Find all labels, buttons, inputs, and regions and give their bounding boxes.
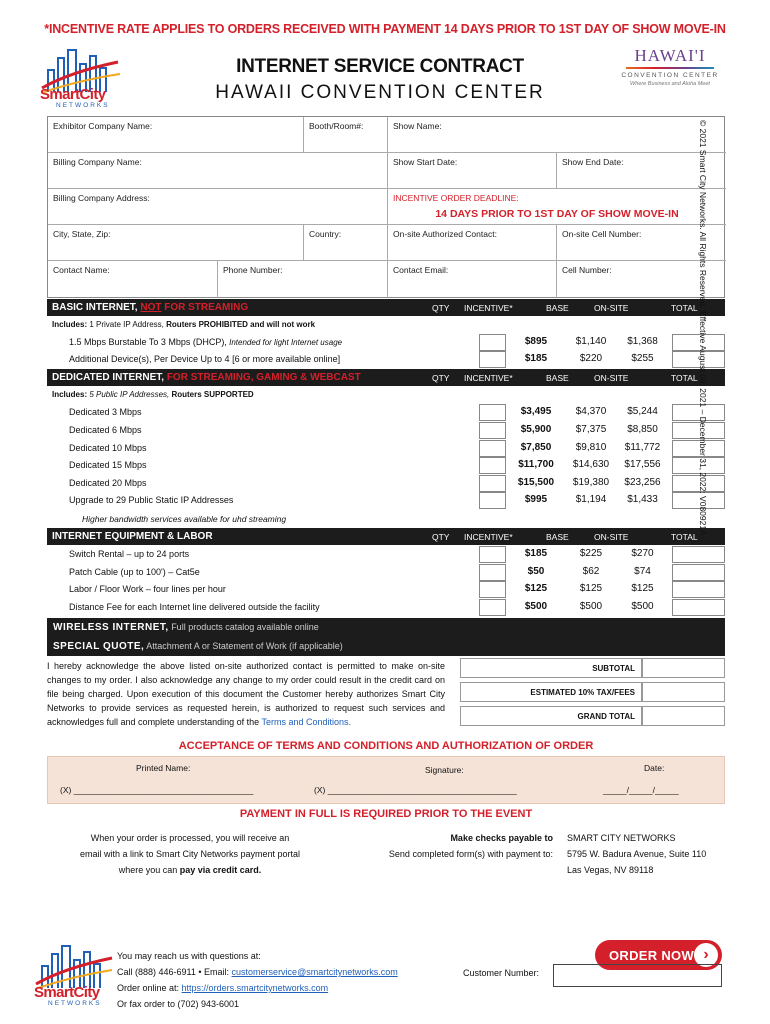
hawaii-logo-stripe xyxy=(626,67,714,69)
venue-title: HAWAII CONVENTION CENTER xyxy=(215,82,545,103)
contact-name-label: Contact Name: xyxy=(53,265,110,275)
row-label: Patch Cable (up to 100') – Cat5e xyxy=(69,567,200,577)
basic-title-a: BASIC INTERNET, xyxy=(52,302,141,313)
customer-number-input[interactable] xyxy=(553,964,722,987)
qty-input[interactable] xyxy=(479,440,506,457)
subtotal-label-box xyxy=(460,658,642,678)
col-total: TOTAL xyxy=(671,303,698,313)
smartcity-logo-sub: NETWORKS xyxy=(56,102,110,109)
contact-line1: You may reach us with questions at: xyxy=(117,951,261,961)
deadline-value: 14 DAYS PRIOR TO 1ST DAY OF SHOW MOVE-IN xyxy=(435,208,679,220)
includes-text: 5 Public IP Addresses, xyxy=(87,390,172,399)
basic-title-not: NOT xyxy=(140,302,162,313)
base-price: $14,630 xyxy=(572,459,610,470)
onsite-price: $1,368 xyxy=(627,336,658,347)
contact-line3 xyxy=(117,980,457,996)
country-field[interactable] xyxy=(304,225,388,261)
show-start-label: Show Start Date: xyxy=(393,157,458,167)
wireless-bar xyxy=(47,618,725,637)
subtotal-label: SUBTOTAL xyxy=(592,664,635,673)
deadline-box xyxy=(388,189,726,225)
col-qty: QTY xyxy=(432,373,450,383)
credit-card-line3a: where you can xyxy=(118,865,180,875)
billing-address-label: Billing Company Address: xyxy=(53,193,150,203)
hawaii-convention-logo xyxy=(612,46,728,106)
qty-input[interactable] xyxy=(479,404,506,421)
base-price: $1,140 xyxy=(575,336,607,347)
checks-label: Make checks payable to xyxy=(450,833,553,843)
wireless-title xyxy=(53,622,319,633)
special-title-text: SPECIAL QUOTE, xyxy=(53,641,145,652)
grand-total-label-box xyxy=(460,706,642,726)
billing-address-field[interactable] xyxy=(48,189,388,225)
row-label: Labor / Floor Work – four lines per hour xyxy=(69,584,226,594)
table-row xyxy=(47,457,725,474)
includes-text: 1 Private IP Address, xyxy=(87,320,167,329)
footer-logo-sub: NETWORKS xyxy=(48,1000,102,1007)
incentive-price: $50 xyxy=(527,566,545,577)
row-label: Distance Fee for each Internet line delivered outside the facility xyxy=(69,602,320,612)
basic-title-c: FOR STREAMING xyxy=(161,302,249,313)
table-row xyxy=(47,546,725,563)
show-end-label: Show End Date: xyxy=(562,157,624,167)
acceptance-title: ACCEPTANCE OF TERMS AND CONDITIONS AND AUTHORIZATION OF ORDER xyxy=(178,740,594,752)
dedicated-title-a: DEDICATED INTERNET, xyxy=(52,372,167,383)
dedicated-internet-title xyxy=(52,372,361,383)
credit-card-line1: When your order is processed, you will receive an xyxy=(90,833,290,843)
base-price: $1,194 xyxy=(575,494,607,505)
table-row xyxy=(47,492,725,509)
base-price: $500 xyxy=(579,601,603,612)
table-row xyxy=(47,440,725,457)
col-incentive: INCENTIVE* xyxy=(464,532,513,542)
base-price: $225 xyxy=(579,548,603,559)
payee-name: SMART CITY NETWORKS xyxy=(567,833,676,843)
special-sub: Attachment A or Statement of Work (if applicable) xyxy=(144,641,343,651)
send-label: Send completed form(s) with payment to: xyxy=(388,849,553,859)
booth-label: Booth/Room#: xyxy=(309,121,364,131)
footer-logo-name: SmartCity xyxy=(34,984,100,1001)
contact-email-label: Contact Email: xyxy=(393,265,449,275)
payment-title: PAYMENT IN FULL IS REQUIRED PRIOR TO THE EVENT xyxy=(239,808,533,820)
date-label: Date: xyxy=(644,763,665,773)
booth-field[interactable] xyxy=(304,117,388,153)
billing-company-label: Billing Company Name: xyxy=(53,157,142,167)
row-label-note: Intended for light Internet usage xyxy=(226,338,343,347)
qty-input[interactable] xyxy=(479,581,506,598)
col-incentive: INCENTIVE* xyxy=(464,373,513,383)
col-onsite: ON-SITE xyxy=(594,373,629,383)
includes-bold: Routers SUPPORTED xyxy=(171,390,254,399)
onsite-price: $125 xyxy=(631,583,654,594)
row-label: Dedicated 20 Mbps xyxy=(69,478,147,488)
row-label: Additional Device(s), Per Device Up to 4 [6 or more available online] xyxy=(69,354,341,364)
acknowledgement-text xyxy=(47,659,445,729)
side-copyright-text: © 2021 Smart City Networks. All Rights Reserved. Effective August 09, 2021 – December 31, 2022: V080921A xyxy=(698,120,708,536)
basic-internet-header xyxy=(47,299,725,316)
smartcity-logo-name: SmartCity xyxy=(40,86,106,103)
incentive-price: $5,900 xyxy=(520,424,552,435)
special-title xyxy=(53,641,343,652)
qty-input[interactable] xyxy=(479,546,506,563)
credit-card-line3b: pay via credit card. xyxy=(179,865,262,875)
onsite-price: $23,256 xyxy=(624,477,661,488)
basic-internet-title xyxy=(52,302,248,313)
show-start-field[interactable] xyxy=(388,153,557,189)
signature-label: Signature: xyxy=(425,765,464,775)
address-line1: 5795 W. Badura Avenue, Suite 110 xyxy=(567,849,707,859)
grand-total-input[interactable] xyxy=(642,706,725,726)
onsite-price: $500 xyxy=(631,601,654,612)
qty-input[interactable] xyxy=(479,475,506,492)
includes-label: Includes: xyxy=(52,320,88,329)
check-instructions xyxy=(370,830,553,862)
table-row xyxy=(47,475,725,492)
table-row xyxy=(47,422,725,439)
order-online-label: Order online at: xyxy=(117,983,182,993)
credit-card-note xyxy=(60,830,320,878)
onsite-price: $1,433 xyxy=(627,494,658,505)
row-label-text: 1.5 Mbps Burstable To 3 Mbps (DHCP), xyxy=(69,337,227,347)
dedicated-includes xyxy=(52,390,254,399)
row-label: Dedicated 10 Mbps xyxy=(69,443,147,453)
incentive-price: $15,500 xyxy=(517,477,555,488)
hawaii-logo-sub2: Where Business and Aloha Meet xyxy=(630,81,710,87)
bandwidth-footnote: Higher bandwidth services available for uhd streaming xyxy=(82,514,287,524)
table-row xyxy=(47,404,725,421)
contract-title: INTERNET SERVICE CONTRACT xyxy=(236,56,524,77)
date-line[interactable]: _____/_____/_____ xyxy=(603,785,679,795)
hawaii-logo-name: HAWAI'I xyxy=(634,46,706,65)
onsite-price: $8,850 xyxy=(627,424,658,435)
incentive-price: $185 xyxy=(524,548,548,559)
table-row xyxy=(47,581,725,598)
wireless-sub: Full products catalog available online xyxy=(168,622,319,632)
qty-input[interactable] xyxy=(479,492,506,509)
contact-name-field[interactable] xyxy=(48,261,218,298)
incentive-price: $11,700 xyxy=(518,459,554,470)
includes-label: Includes: xyxy=(52,390,88,399)
table-row xyxy=(47,564,725,581)
subtotal-input[interactable] xyxy=(642,658,725,678)
table-row xyxy=(47,351,725,368)
col-onsite: ON-SITE xyxy=(594,303,629,313)
row-label: Dedicated 3 Mbps xyxy=(69,407,142,417)
ack-body: I hereby acknowledge the above listed on-site authorized contact is permitted to make on-site changes to my order. I also acknowledge any change to my order could result in the credit card on file being charged. Upon execution of this document the Customer hereby authorizes Smart City Networks to provide services as requested herein, is authorized to request such services and acknowledges full and complete understanding of the xyxy=(47,661,445,727)
col-onsite: ON-SITE xyxy=(594,532,629,542)
signature-box xyxy=(47,756,725,804)
city-field[interactable] xyxy=(48,225,304,261)
smartcity-logo xyxy=(40,42,122,112)
equipment-header xyxy=(47,528,725,545)
onsite-price: $17,556 xyxy=(624,459,661,470)
onsite-contact-label: On-site Authorized Contact: xyxy=(393,229,497,239)
city-label: City, State, Zip: xyxy=(53,229,111,239)
onsite-contact-field[interactable] xyxy=(388,225,557,261)
printed-name-label: Printed Name: xyxy=(136,763,191,773)
wireless-title-text: WIRELESS INTERNET, xyxy=(53,622,169,633)
base-price: $9,810 xyxy=(575,442,607,453)
exhibitor-label: Exhibitor Company Name: xyxy=(53,121,153,131)
phone-label: Phone Number: xyxy=(223,265,283,275)
order-online-link[interactable]: https://orders.smartcitynetworks.com xyxy=(181,983,329,993)
col-base: BASE xyxy=(546,532,569,542)
onsite-price: $255 xyxy=(631,353,654,364)
table-row xyxy=(47,334,725,351)
deadline-label: INCENTIVE ORDER DEADLINE: xyxy=(393,193,519,203)
incentive-price: $895 xyxy=(524,336,548,347)
equipment-title: INTERNET EQUIPMENT & LABOR xyxy=(52,531,213,542)
row-label: Dedicated 6 Mbps xyxy=(69,425,142,435)
onsite-cell-label: On-site Cell Number: xyxy=(562,229,642,239)
onsite-price: $270 xyxy=(631,548,654,559)
table-row xyxy=(47,599,725,616)
special-quote-bar xyxy=(47,637,725,656)
credit-card-line3 xyxy=(60,862,320,878)
incentive-price: $185 xyxy=(524,353,548,364)
chevron-right-icon: › xyxy=(694,943,718,967)
terms-link[interactable]: Terms and Conditions. xyxy=(261,717,352,727)
qty-input[interactable] xyxy=(479,351,506,368)
show-name-label: Show Name: xyxy=(393,121,442,131)
phone-email-label: Call (888) 446-6911 • Email: xyxy=(117,967,232,977)
qty-input[interactable] xyxy=(479,334,506,351)
base-price: $220 xyxy=(579,353,603,364)
row-label: Dedicated 15 Mbps xyxy=(69,460,147,470)
incentive-price: $500 xyxy=(524,601,548,612)
signature-line[interactable]: (X) ________________________________________ xyxy=(314,785,517,795)
onsite-price: $5,244 xyxy=(627,406,658,417)
contact-email-field[interactable] xyxy=(388,261,557,298)
onsite-price: $74 xyxy=(634,566,651,577)
col-total: TOTAL xyxy=(671,373,698,383)
col-incentive: INCENTIVE* xyxy=(464,303,513,313)
email-link[interactable]: customerservice@smartcitynetworks.com xyxy=(231,967,398,977)
dedicated-title-b: FOR STREAMING, GAMING & WEBCAST xyxy=(166,372,361,383)
customer-number-label: Customer Number: xyxy=(463,968,540,978)
qty-input[interactable] xyxy=(479,457,506,474)
phone-field[interactable] xyxy=(218,261,388,298)
tax-label: ESTIMATED 10% TAX/FEES xyxy=(530,688,635,697)
incentive-banner: *INCENTIVE RATE APPLIES TO ORDERS RECEIVED WITH PAYMENT 14 DAYS PRIOR TO 1ST DAY OF SHOW MOVE-IN xyxy=(44,22,726,36)
base-price: $7,375 xyxy=(575,424,607,435)
base-price: $62 xyxy=(582,566,600,577)
address-line2: Las Vegas, NV 89118 xyxy=(567,865,654,875)
credit-card-line2: email with a link to Smart City Networks payment portal xyxy=(79,849,301,859)
contact-line4: Or fax order to (702) 943-6001 xyxy=(117,999,240,1009)
incentive-price: $7,850 xyxy=(520,442,552,453)
row-label: Upgrade to 29 Public Static IP Addresses xyxy=(69,495,234,505)
billing-company-field[interactable] xyxy=(48,153,388,189)
base-price: $19,380 xyxy=(572,477,610,488)
base-price: $125 xyxy=(579,583,603,594)
contact-line2 xyxy=(117,964,457,980)
hawaii-logo-sub1: CONVENTION CENTER xyxy=(621,72,719,79)
base-price: $4,370 xyxy=(575,406,607,417)
tax-label-box xyxy=(460,682,642,702)
basic-includes xyxy=(52,320,315,329)
onsite-price: $11,772 xyxy=(624,442,661,453)
side-copyright xyxy=(690,120,710,640)
cell-number-label: Cell Number: xyxy=(562,265,612,275)
col-base: BASE xyxy=(546,303,569,313)
incentive-price: $3,495 xyxy=(520,406,552,417)
incentive-price: $125 xyxy=(524,583,548,594)
show-name-field[interactable] xyxy=(388,117,726,153)
qty-input[interactable] xyxy=(479,599,506,616)
row-label xyxy=(69,337,342,347)
col-total: TOTAL xyxy=(671,532,698,542)
incentive-price: $995 xyxy=(524,494,548,505)
order-now-label: ORDER NOW xyxy=(609,948,695,963)
col-base: BASE xyxy=(546,373,569,383)
grand-total-label: GRAND TOTAL xyxy=(577,712,635,721)
col-qty: QTY xyxy=(432,532,450,542)
exhibitor-field[interactable] xyxy=(48,117,304,153)
smartcity-footer-logo xyxy=(34,940,114,1012)
mailing-address xyxy=(567,830,737,878)
printed-name-line[interactable]: (X) ______________________________________ xyxy=(60,785,254,795)
qty-input[interactable] xyxy=(479,564,506,581)
qty-input[interactable] xyxy=(479,422,506,439)
contact-info xyxy=(117,948,457,1012)
row-label: Switch Rental – up to 24 ports xyxy=(69,549,190,559)
customer-info-form xyxy=(47,116,725,298)
includes-bold: Routers PROHIBITED and will not work xyxy=(166,320,316,329)
dedicated-internet-header xyxy=(47,369,725,386)
tax-input[interactable] xyxy=(642,682,725,702)
country-label: Country: xyxy=(309,229,342,239)
col-qty: QTY xyxy=(432,303,450,313)
